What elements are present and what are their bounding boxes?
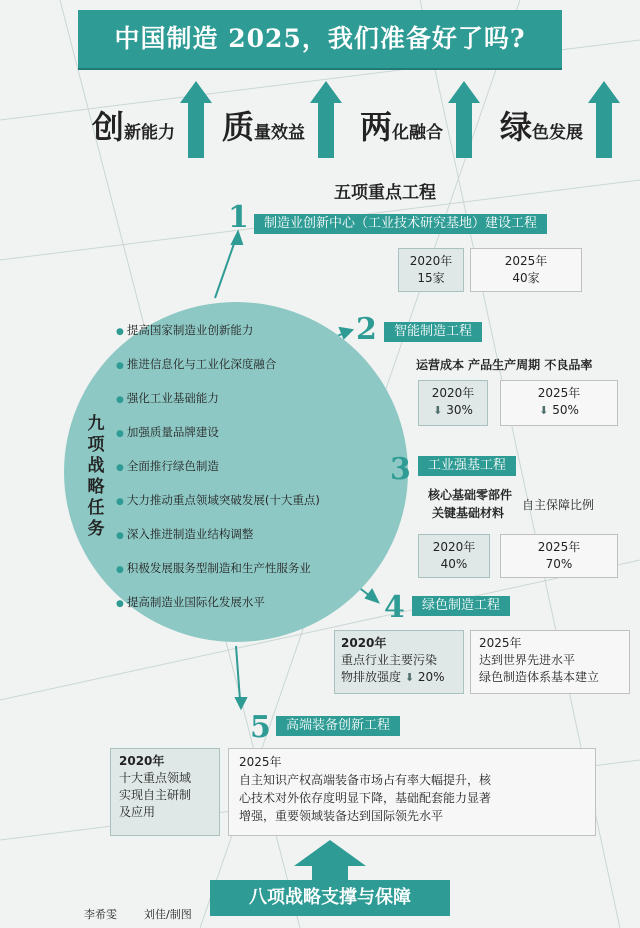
project-4-2025: 2025年 达到世界先进水平 绿色制造体系基本建立 [470,630,630,694]
arrow-head [236,698,246,708]
pillar-quality: 质量效益 [222,108,306,146]
page-title: 中国制造 2025，我们准备好了吗? [114,24,526,53]
five-projects-title: 五项重点工程 [334,183,436,203]
project-2-tag: 智能制造工程 [384,322,482,342]
project-3-number: 3 [390,452,411,487]
pillar-innovation: 创新能力 [92,108,176,146]
project-3-2020: 2020年 40% [418,534,490,578]
project-5-tag: 高端装备创新工程 [276,716,400,736]
project-1-2025: 2025年 40家 [470,248,582,292]
credit-designer: 刘佳/制图 [144,908,192,921]
project-2-number: 2 [356,312,377,347]
task-item: ● 全面推行绿色制造 [116,458,219,474]
project-1-tag: 制造业创新中心（工业技术研究基地）建设工程 [254,214,547,234]
project-3-tag: 工业强基工程 [418,456,516,476]
project-1-number: 1 [228,200,249,235]
pillar-integration: 两化融合 [360,108,444,146]
project-4-number: 4 [384,590,405,625]
task-item: ● 强化工业基础能力 [116,390,219,406]
project-5-2025: 2025年 自主知识产权高端装备市场占有率大幅提升，核 心技术对外依存度明显下降，基础配套能力显著 增强，重要领域装备达到国际领先水平 [228,748,596,836]
project-3-note-3: 自主保障比例 [522,498,595,512]
project-2-2020: 2020年 ⬇ 30% [418,380,488,426]
task-item: ● 提高国家制造业创新能力 [116,322,253,338]
project-5-2020: 2020年 十大重点领域 实现自主研制 及应用 [110,748,220,836]
task-item: ● 提高制造业国际化发展水平 [116,594,265,610]
arrow-head [366,590,378,602]
pillar-green: 绿色发展 [500,108,584,146]
credit-author: 李希雯 [84,908,117,921]
project-4-tag: 绿色制造工程 [412,596,510,616]
task-item: ● 加强质量品牌建设 [116,424,219,440]
project-2-note: 运营成本 产品生产周期 不良品率 [416,358,593,372]
task-item: ● 推进信息化与工业化深度融合 [116,356,276,372]
task-item: ● 深入推进制造业结构调整 [116,526,253,542]
task-item: ● 积极发展服务型制造和生产性服务业 [116,560,311,576]
down-arrow-icon: ⬇ [404,671,415,684]
project-3-note-2: 关键基础材料 [432,506,505,520]
project-5-number: 5 [250,710,271,745]
down-arrow-icon: ⬇ [433,404,443,417]
tasks-label: 九项战略任务 [87,414,105,539]
project-4-2020: 2020年 重点行业主要污染 物排放强度 ⬇ 20% [334,630,464,694]
arrow-head [340,328,352,338]
project-2-2025: 2025年 ⬇ 50% [500,380,618,426]
support-bar: 八项战略支撑与保障 [210,880,450,916]
project-3-2025: 2025年 70% [500,534,618,578]
project-3-note-1: 核心基础零部件 [428,488,513,502]
task-item: ● 大力推动重点领域突破发展(十大重点) [116,492,320,508]
down-arrow-icon: ⬇ [539,404,549,417]
support-arrow [290,840,370,884]
project-1-2020: 2020年 15家 [398,248,464,292]
